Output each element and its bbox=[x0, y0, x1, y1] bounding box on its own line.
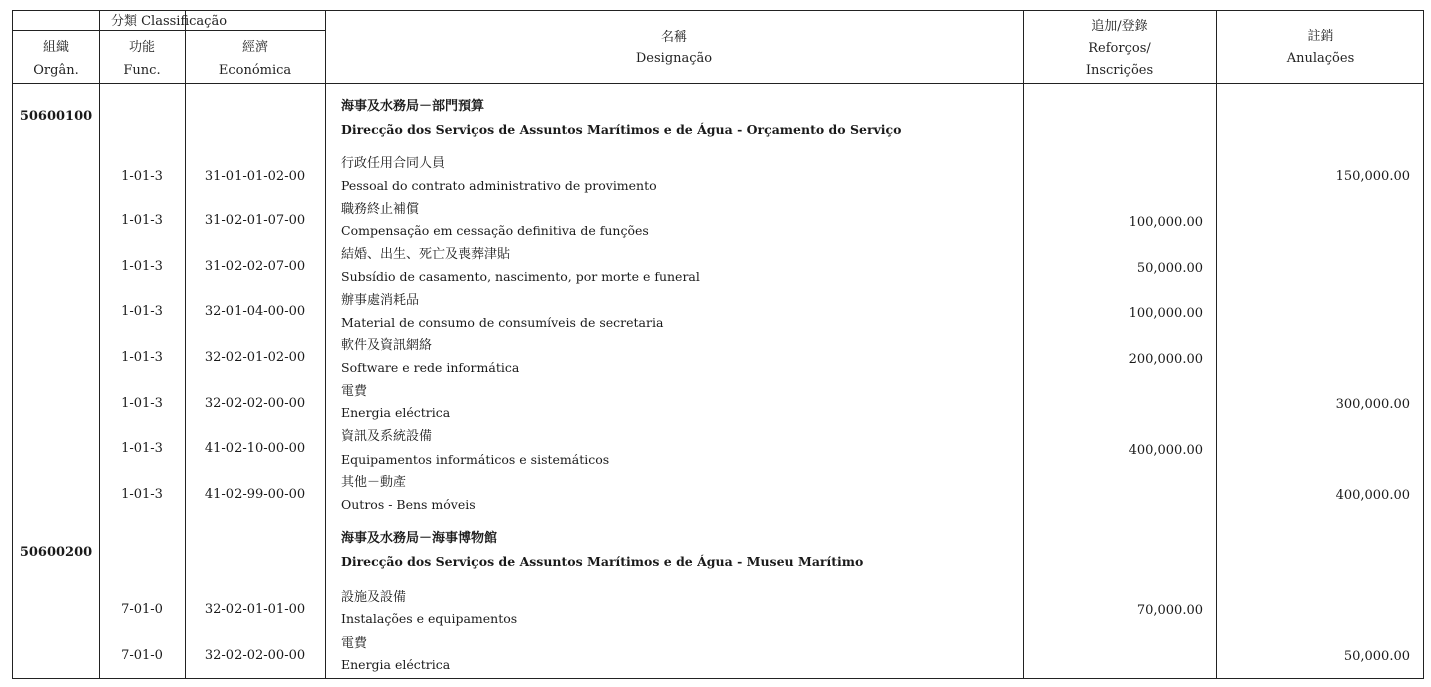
row-func: 1-01-3 bbox=[121, 259, 163, 274]
row-designation-zh: 行政任用合同人員 bbox=[341, 156, 446, 171]
row-econ: 41-02-10-00-00 bbox=[204, 441, 306, 456]
row-econ: 31-02-02-07-00 bbox=[204, 259, 306, 274]
row-designation-zh: 設施及設備 bbox=[341, 590, 407, 605]
row-econ: 41-02-99-00-00 bbox=[204, 487, 306, 502]
header-designation-pt: Designação bbox=[635, 51, 713, 66]
row-func: 1-01-3 bbox=[121, 441, 163, 456]
row-econ: 32-02-01-01-00 bbox=[204, 602, 306, 617]
budget-table bbox=[12, 10, 1424, 679]
row-func: 1-01-3 bbox=[121, 304, 163, 319]
row-reforcos: 50,000.00 bbox=[1136, 261, 1203, 276]
section-title-pt: Direcção dos Serviços de Assuntos Marítimos e de Água - Museu Marítimo bbox=[341, 554, 864, 569]
row-reforcos: 100,000.00 bbox=[1128, 215, 1203, 230]
row-designation-zh: 資訊及系統設備 bbox=[341, 429, 433, 444]
row-designation-zh: 其他－動產 bbox=[341, 475, 407, 490]
col-divider-reforcos bbox=[1216, 11, 1217, 678]
row-econ: 31-02-01-07-00 bbox=[204, 213, 306, 228]
header-econ-pt: Económica bbox=[218, 63, 292, 78]
row-designation-pt: Pessoal do contrato administrativo de provimento bbox=[341, 178, 657, 193]
row-func: 1-01-3 bbox=[121, 350, 163, 365]
row-econ: 32-02-02-00-00 bbox=[204, 648, 306, 663]
row-designation-pt: Instalações e equipamentos bbox=[341, 611, 518, 626]
header-organ-zh: 組織 bbox=[42, 40, 69, 55]
row-reforcos: 70,000.00 bbox=[1136, 603, 1203, 618]
header-anulacoes-zh: 註銷 bbox=[1307, 29, 1334, 44]
row-designation-pt: Outros - Bens móveis bbox=[341, 497, 476, 512]
row-designation-pt: Energia eléctrica bbox=[341, 405, 451, 420]
row-func: 7-01-0 bbox=[121, 648, 163, 663]
col-divider-desig bbox=[1023, 11, 1024, 678]
row-designation-pt: Subsídio de casamento, nascimento, por morte e funeral bbox=[341, 269, 700, 284]
row-anulacoes: 400,000.00 bbox=[1335, 488, 1410, 503]
row-designation-pt: Material de consumo de consumíveis de secretaria bbox=[341, 315, 664, 330]
organ-code: 50600100 bbox=[19, 109, 93, 124]
header-designation-zh: 名稱 bbox=[660, 30, 687, 45]
row-func: 1-01-3 bbox=[121, 213, 163, 228]
section-title-pt: Direcção dos Serviços de Assuntos Marítimos e de Água - Orçamento do Serviço bbox=[341, 122, 902, 137]
row-func: 1-01-3 bbox=[121, 169, 163, 184]
header-econ-zh: 經濟 bbox=[241, 40, 268, 55]
header-inscricoes-pt: Inscrições bbox=[1085, 63, 1154, 78]
row-designation-zh: 結婚、出生、死亡及喪葬津貼 bbox=[341, 247, 511, 262]
row-designation-pt: Equipamentos informáticos e sistemáticos bbox=[341, 452, 610, 467]
row-designation-pt: Energia eléctrica bbox=[341, 657, 451, 672]
row-designation-zh: 辦事處消耗品 bbox=[341, 293, 420, 308]
row-anulacoes: 150,000.00 bbox=[1335, 169, 1410, 184]
row-func: 1-01-3 bbox=[121, 396, 163, 411]
row-designation-zh: 職務終止補償 bbox=[341, 202, 420, 217]
row-func: 7-01-0 bbox=[121, 602, 163, 617]
col-divider-func bbox=[185, 11, 186, 678]
col-divider-organ bbox=[99, 11, 100, 678]
row-reforcos: 100,000.00 bbox=[1128, 306, 1203, 321]
organ-code: 50600200 bbox=[19, 545, 93, 560]
header-reforcos-pt: Reforços/ bbox=[1088, 41, 1151, 56]
row-econ: 32-01-04-00-00 bbox=[204, 304, 306, 319]
header-func-zh: 功能 bbox=[128, 40, 155, 55]
header-classification: 分類 Classificação bbox=[110, 14, 228, 29]
row-designation-zh: 電費 bbox=[341, 384, 368, 399]
row-econ: 31-01-01-02-00 bbox=[204, 169, 306, 184]
row-designation-zh: 電費 bbox=[341, 636, 368, 651]
header-func-pt: Func. bbox=[123, 63, 161, 78]
header-anulacoes-pt: Anulações bbox=[1286, 51, 1355, 66]
classification-divider bbox=[13, 30, 325, 31]
header-divider bbox=[13, 83, 1423, 84]
header-organ-pt: Orgân. bbox=[33, 63, 79, 78]
row-designation-pt: Software e rede informática bbox=[341, 360, 520, 375]
col-divider-econ bbox=[325, 11, 326, 678]
section-title-zh: 海事及水務局－部門預算 bbox=[341, 99, 485, 114]
row-designation-zh: 軟件及資訊網絡 bbox=[341, 338, 433, 353]
header-reforcos-zh: 追加/登錄 bbox=[1091, 19, 1148, 34]
row-reforcos: 400,000.00 bbox=[1128, 443, 1203, 458]
row-anulacoes: 50,000.00 bbox=[1343, 649, 1410, 664]
row-func: 1-01-3 bbox=[121, 487, 163, 502]
row-econ: 32-02-02-00-00 bbox=[204, 396, 306, 411]
row-designation-pt: Compensação em cessação definitiva de funções bbox=[341, 223, 649, 238]
row-anulacoes: 300,000.00 bbox=[1335, 397, 1410, 412]
row-econ: 32-02-01-02-00 bbox=[204, 350, 306, 365]
row-reforcos: 200,000.00 bbox=[1128, 352, 1203, 367]
section-title-zh: 海事及水務局－海事博物館 bbox=[341, 531, 498, 546]
